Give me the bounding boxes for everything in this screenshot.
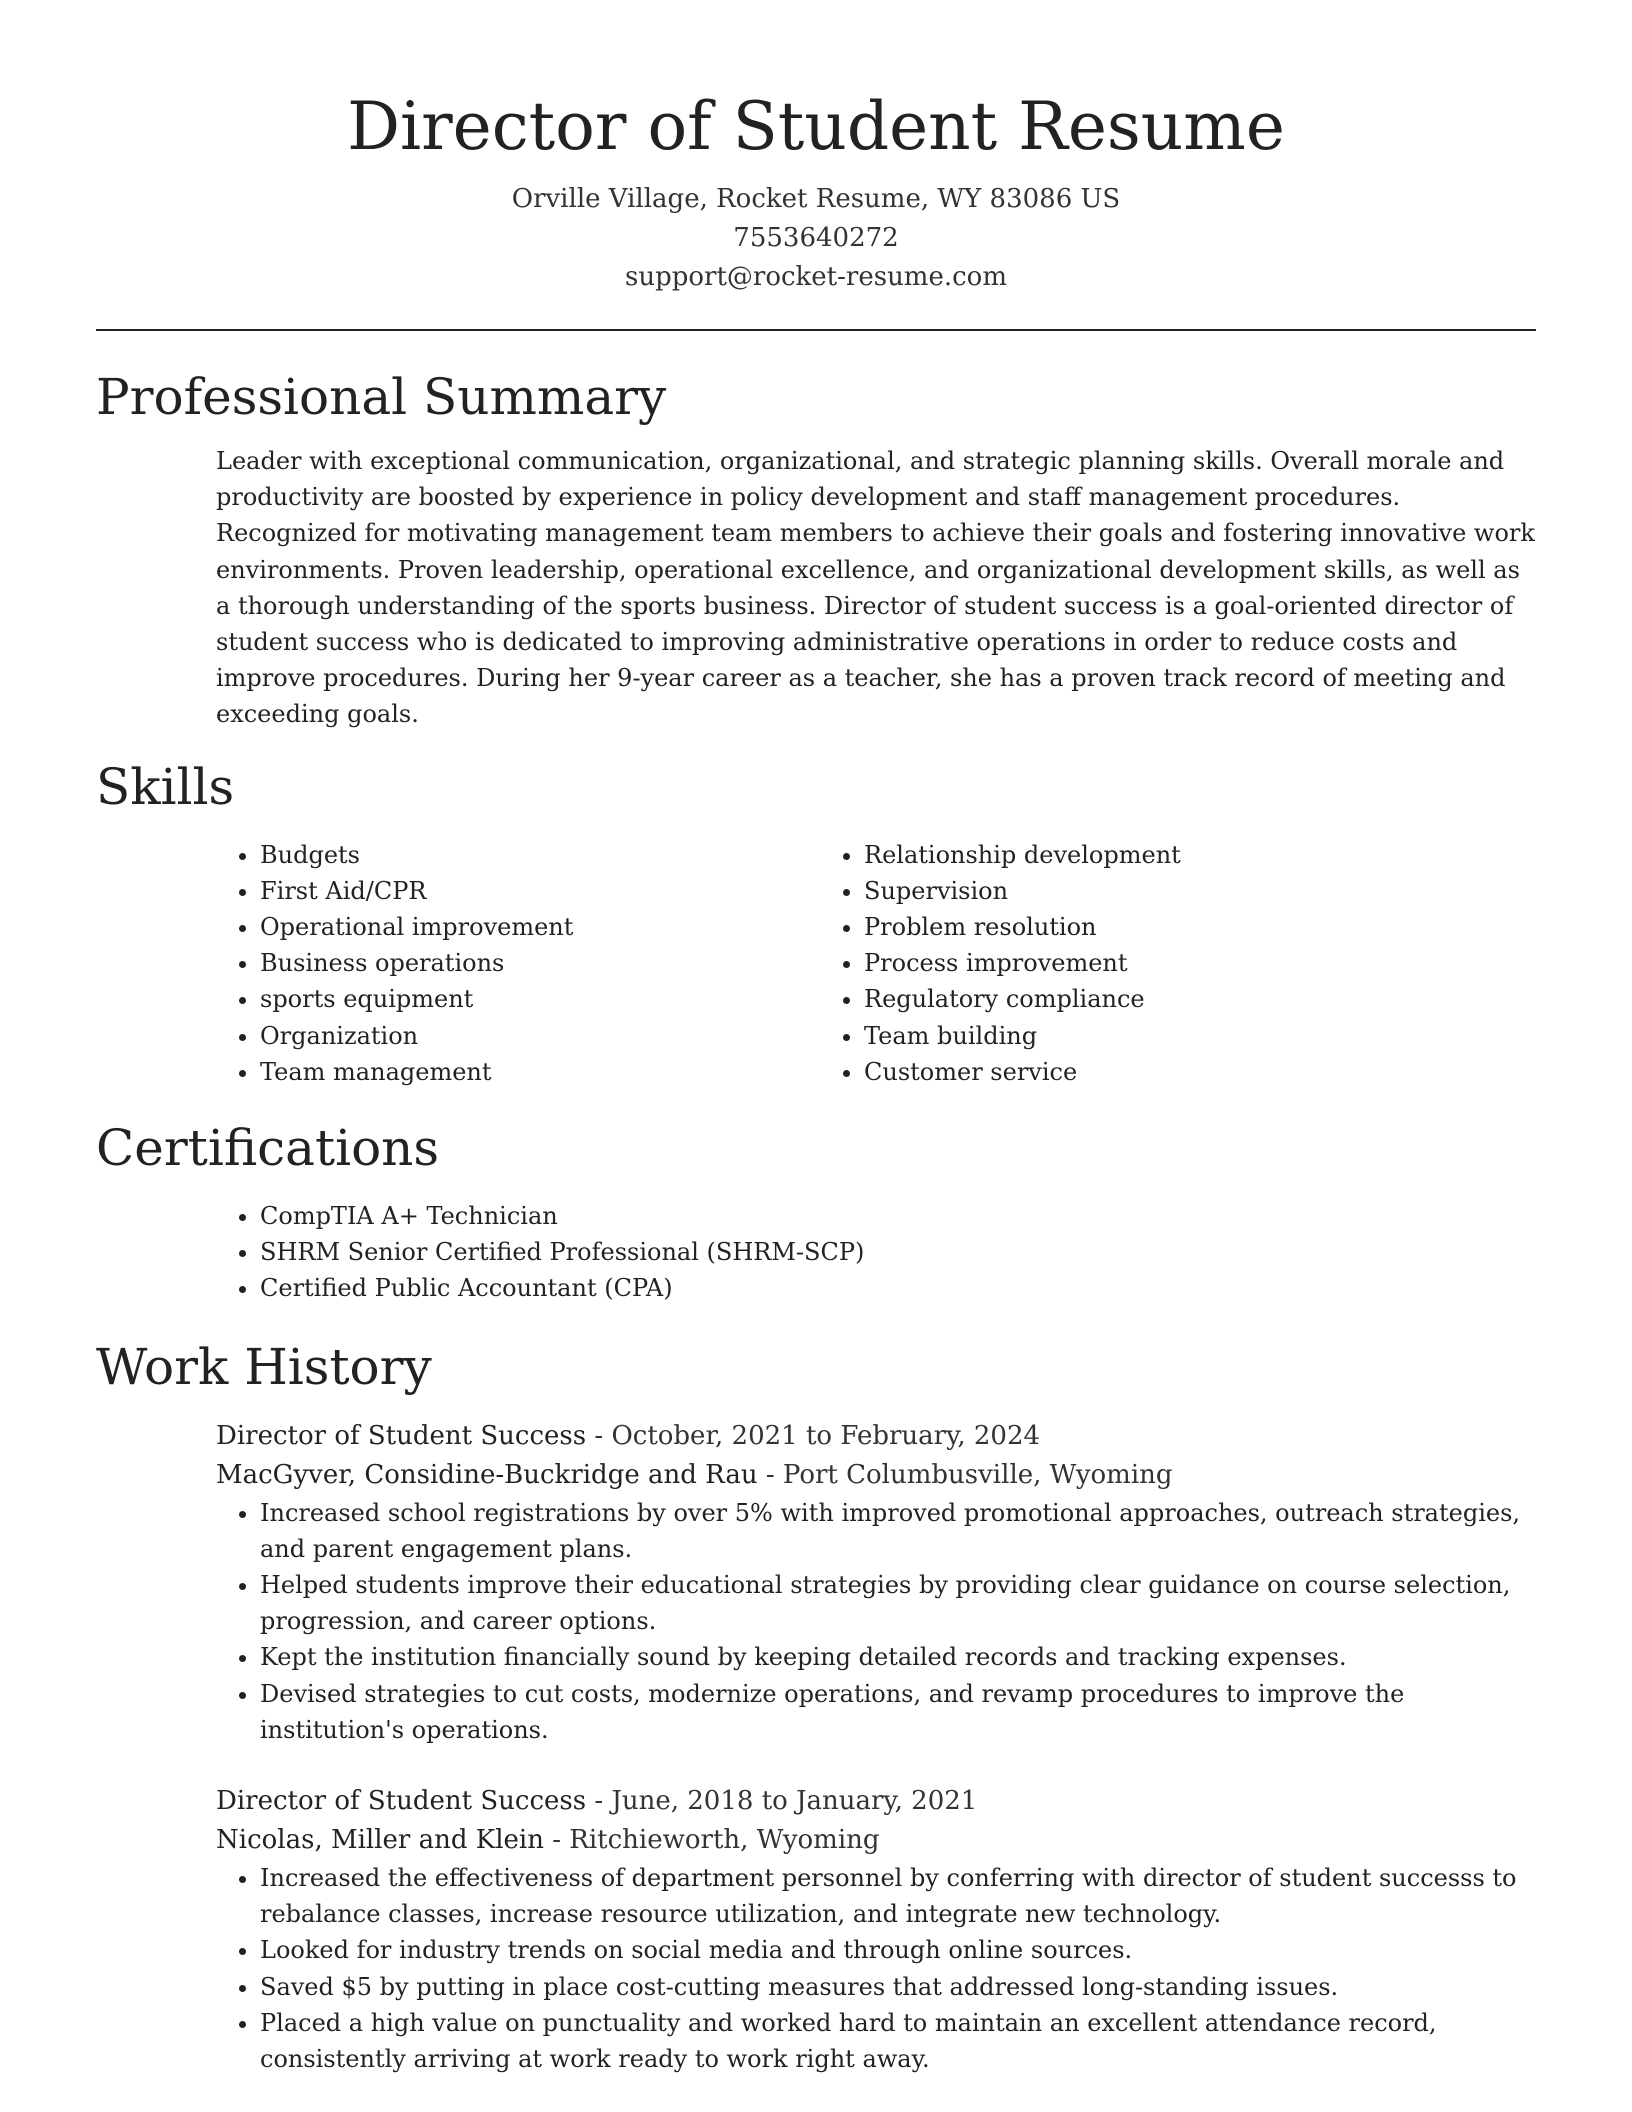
skill-item: • First Aid/CPR	[260, 873, 820, 909]
resume-header	[96, 0, 1536, 297]
job-position: Director of Student Success	[216, 1420, 587, 1451]
job-bullet: • Placed a high value on punctuality and worked hard to maintain an excellent attendance record, consistently arriving at work ready to work right away.	[260, 2005, 1536, 2077]
certifications-heading: Certifications	[96, 1119, 440, 1178]
job-bullet: • Saved $5 by putting in place cost-cutting measures that addressed long-standing issues.	[260, 1969, 1536, 2005]
certification-item: • Certified Public Accountant (CPA)	[260, 1270, 1536, 1306]
job-title-line	[216, 1417, 1536, 1456]
skill-item: • Business operations	[260, 945, 820, 981]
job-position: Director of Student Success	[216, 1786, 587, 1817]
job-bullet: • Increased the effectiveness of department personnel by conferring with director of student successs to rebalance classes, increase resource utilization, and integrate new technology.	[260, 1860, 1536, 1932]
skill-item: • Team management	[260, 1054, 820, 1090]
job-company: Nicolas, Miller and Klein	[216, 1825, 544, 1856]
skill-item: • Operational improvement	[260, 909, 820, 945]
job-entry	[216, 1417, 1536, 1748]
skills-column-right	[820, 837, 1424, 1090]
resume-page	[96, 0, 1536, 2112]
skill-item: • sports equipment	[260, 981, 820, 1017]
skill-item: • Team building	[864, 1018, 1424, 1054]
job-bullets	[216, 1495, 1536, 1748]
skill-item: • Regulatory compliance	[864, 981, 1424, 1017]
certification-item: • SHRM Senior Certified Professional (SHRM-SCP)	[260, 1234, 1536, 1270]
job-company-line	[216, 1456, 1536, 1495]
summary-text: Leader with exceptional communication, organizational, and strategic planning skills. Overall morale and productivity are boosted by experience in policy development and staff management procedures. Recognized for motivating management team members to achieve their goals and fostering innovative work environments. Proven leadership, operational excellence, and organizational development skills, as well as a thorough understanding of the sports business. Director of student success is a goal-oriented director of student success who is dedicated to improving administrative operations in order to reduce costs and improve procedures. During her 9-year career as a teacher, she has a proven track record of meeting and exceeding goals.	[216, 447, 1535, 729]
resume-name: Director of Student Resume	[347, 88, 1285, 165]
certification-item: • CompTIA A+ Technician	[260, 1198, 1536, 1234]
skill-item: • Budgets	[260, 837, 820, 873]
job-dates: - October, 2021 to February, 2024	[586, 1420, 1041, 1451]
job-bullets	[216, 1860, 1536, 2077]
job-bullet: • Devised strategies to cut costs, modernize operations, and revamp procedures to improve the institution's operations.	[260, 1676, 1536, 1748]
email-address: support@rocket-resume.com	[624, 262, 1007, 292]
work-history-heading: Work History	[96, 1337, 432, 1396]
skills-column-left	[216, 837, 820, 1090]
skill-item: • Problem resolution	[864, 909, 1424, 945]
job-bullet: • Kept the institution financially sound by keeping detailed records and tracking expenses.	[260, 1639, 1536, 1675]
job-bullet: • Increased school registrations by over 5% with improved promotional approaches, outreach strategies, and parent engagement plans.	[260, 1495, 1536, 1567]
skill-item: • Organization	[260, 1018, 820, 1054]
job-bullet: • Looked for industry trends on social media and through online sources.	[260, 1932, 1536, 1968]
job-location: - Ritchieworth, Wyoming	[543, 1825, 880, 1856]
header-divider	[96, 329, 1536, 331]
job-company: MacGyver, Considine-Buckridge and Rau	[216, 1459, 758, 1490]
skill-item: • Relationship development	[864, 837, 1424, 873]
address: Orville Village, Rocket Resume, WY 83086 US	[511, 184, 1121, 214]
job-dates: - June, 2018 to January, 2021	[586, 1786, 978, 1817]
job-title-line	[216, 1782, 1536, 1821]
skill-item: • Customer service	[864, 1054, 1424, 1090]
job-entry	[216, 1782, 1536, 2077]
job-location: - Port Columbusville, Wyoming	[757, 1459, 1173, 1490]
summary-heading: Professional Summary	[96, 368, 667, 426]
skill-item: • Supervision	[864, 873, 1424, 909]
skill-item: • Process improvement	[864, 945, 1424, 981]
skills-heading: Skills	[96, 757, 235, 816]
skills-list	[216, 837, 1536, 1090]
job-bullet: • Helped students improve their educational strategies by providing clear guidance on course selection, progression, and career options.	[260, 1567, 1536, 1639]
phone-number: 7553640272	[733, 223, 899, 253]
job-company-line	[216, 1821, 1536, 1860]
certifications-list	[216, 1198, 1536, 1307]
